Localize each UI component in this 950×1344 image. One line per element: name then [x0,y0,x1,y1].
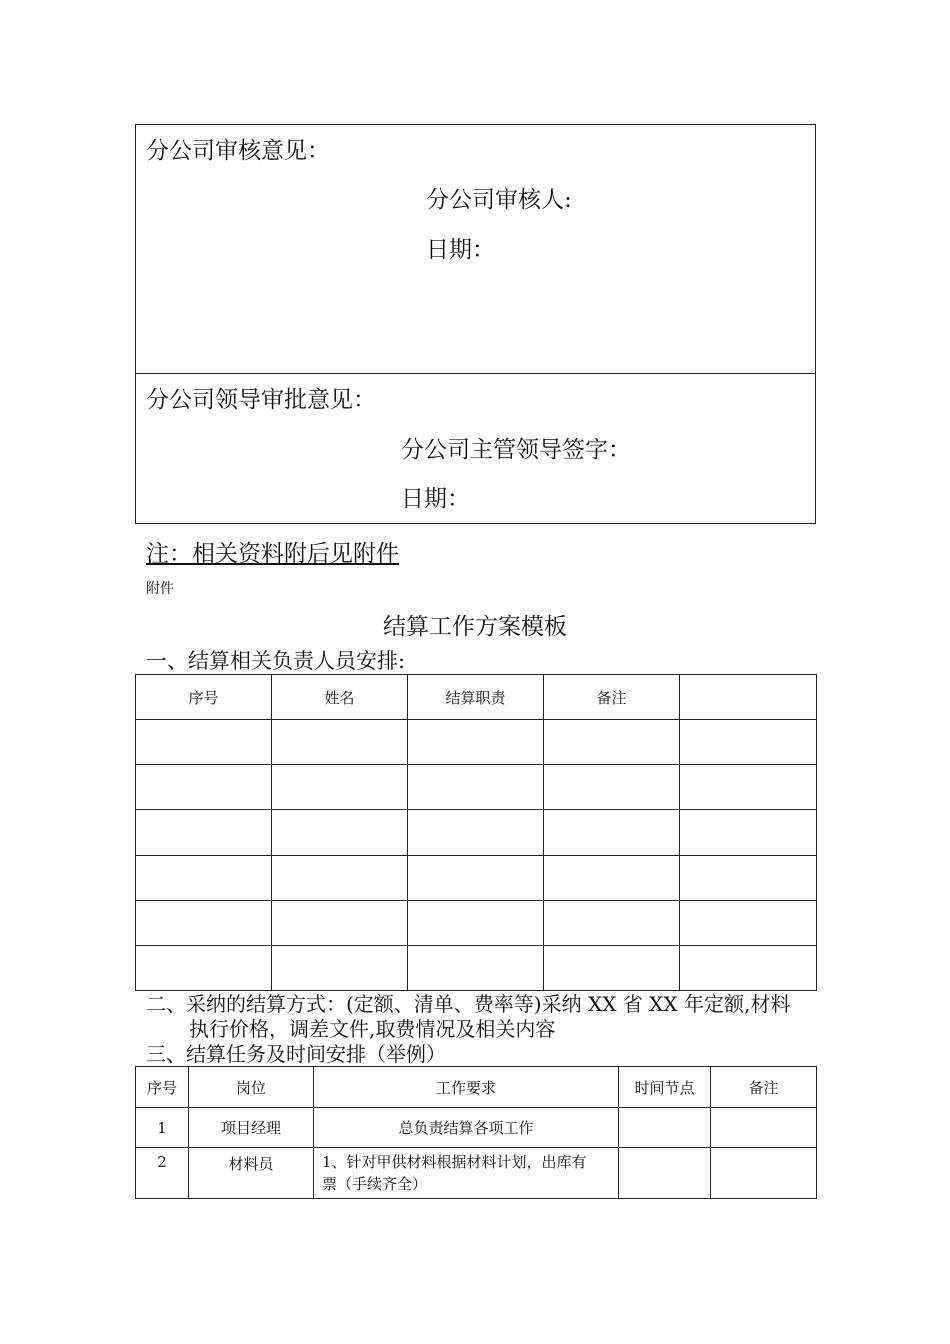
row-role: 材料员 [189,1148,314,1199]
table-cell[interactable] [680,765,817,810]
table-cell[interactable] [680,720,817,765]
col-header-remark: 备注 [711,1067,817,1108]
col-header-no: 序号 [136,1067,189,1108]
row-requirement [314,1148,619,1199]
personnel-header-row [136,675,817,720]
table-row [136,720,817,765]
table-row [136,946,817,991]
table-cell[interactable] [680,856,817,901]
table-cell[interactable] [680,946,817,991]
template-title: 结算工作方案模板 [383,614,567,640]
col-header-role: 岗位 [189,1067,314,1108]
table-cell[interactable] [136,856,272,901]
table-cell[interactable] [680,901,817,946]
section2-line1: 二、采纳的结算方式：(定额、清单、费率等)采纳 XX 省 XX 年定额,材料 [146,992,791,1016]
table-row [136,765,817,810]
table-row [136,1108,817,1148]
table-cell[interactable] [544,720,680,765]
table-cell[interactable] [544,946,680,991]
table-row [136,1148,817,1199]
leader-signer-label: 分公司主管领导签字： [401,437,631,463]
table-cell[interactable] [272,901,408,946]
row-remark[interactable] [711,1148,817,1199]
table-cell[interactable] [136,946,272,991]
table-row [136,901,817,946]
table-cell[interactable] [408,765,544,810]
task-header-row [136,1067,817,1108]
table-cell[interactable] [408,720,544,765]
row-no: 1 [136,1108,189,1148]
table-cell[interactable] [136,720,272,765]
row-requirement-line2: 票（手续齐全） [322,1175,428,1193]
col-header-requirement: 工作要求 [314,1067,619,1108]
row-no: 2 [136,1148,189,1199]
col-header-name: 姓名 [272,675,408,720]
table-cell[interactable] [544,856,680,901]
row-role: 项目经理 [189,1108,314,1148]
table-cell[interactable] [408,901,544,946]
table-cell[interactable] [136,901,272,946]
table-cell[interactable] [272,765,408,810]
table-cell[interactable] [680,810,817,856]
branch-review-date-label: 日期： [426,237,495,263]
table-cell[interactable] [272,856,408,901]
leader-approval-date-label: 日期： [401,486,470,512]
row-requirement: 总负责结算各项工作 [314,1108,619,1148]
row-deadline[interactable] [619,1148,711,1199]
table-cell[interactable] [136,810,272,856]
table-cell[interactable] [272,810,408,856]
col-header-no: 序号 [136,675,272,720]
section3-heading: 三、结算任务及时间安排（举例） [146,1042,446,1066]
row-deadline[interactable] [619,1108,711,1148]
table-cell[interactable] [408,946,544,991]
table-cell[interactable] [408,810,544,856]
table-cell[interactable] [272,720,408,765]
col-header-deadline: 时间节点 [619,1067,711,1108]
attachment-note: 注：相关资料附后见附件 [146,541,399,567]
section2-line2: 执行价格，调差文件,取费情况及相关内容 [189,1017,556,1041]
leader-approval-label: 分公司领导审批意见： [146,387,376,413]
branch-reviewer-label: 分公司审核人: [426,187,572,213]
col-header-blank [680,675,817,720]
row-requirement-line1: 1、针对甲供材料根据材料计划，出库有 [322,1153,587,1171]
table-cell[interactable] [544,901,680,946]
table-cell[interactable] [272,946,408,991]
task-schedule-table [135,1066,817,1199]
table-cell[interactable] [408,856,544,901]
table-row [136,856,817,901]
table-cell[interactable] [544,810,680,856]
col-header-remark: 备注 [544,675,680,720]
table-cell[interactable] [544,765,680,810]
personnel-table [135,674,817,991]
approval-divider [135,373,816,374]
section1-heading: 一、结算相关负责人员安排: [146,649,406,673]
attachment-label: 附件 [146,581,174,597]
approval-box [135,124,816,524]
table-row [136,810,817,856]
col-header-duty: 结算职责 [408,675,544,720]
table-cell[interactable] [136,765,272,810]
branch-review-label: 分公司审核意见： [146,138,330,164]
row-remark[interactable] [711,1108,817,1148]
